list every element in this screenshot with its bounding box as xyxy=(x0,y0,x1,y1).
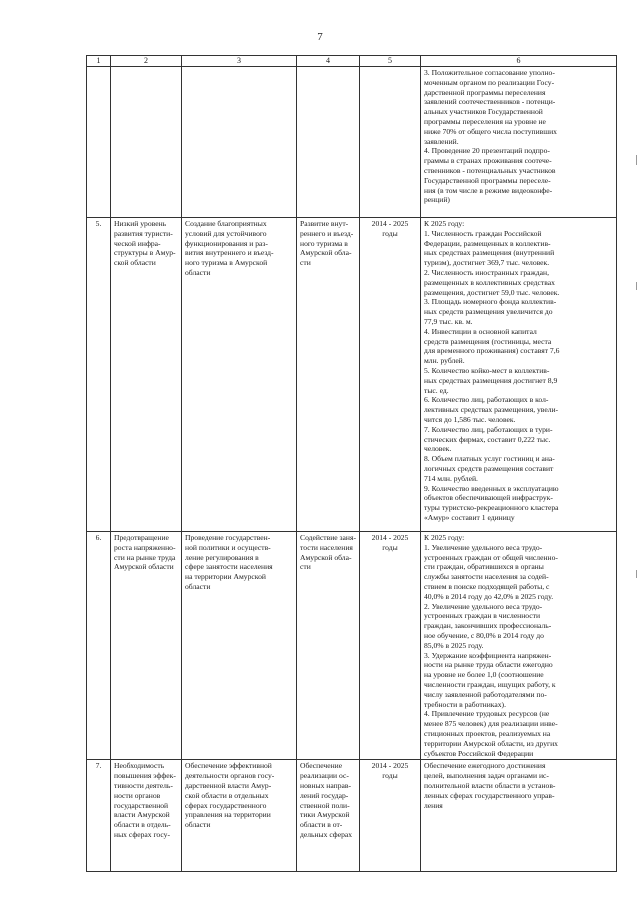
text-line: заявлений. xyxy=(424,136,459,146)
text-line: 1. Численность граждан Российской xyxy=(424,228,542,238)
text-line: тивности деятель- xyxy=(114,780,173,790)
margin-mark xyxy=(636,155,637,165)
text-line: Содействие заня- xyxy=(300,533,357,542)
text-line: тости населения xyxy=(300,542,353,552)
text-line: дельных сферах xyxy=(300,829,353,839)
header-cell: 1 xyxy=(87,56,111,67)
text-line: тыс. ед. xyxy=(424,385,449,395)
text-line: стиционных проектов, реализуемых на xyxy=(424,728,551,738)
text-line: ное обучение, с 80,0% в 2014 году до xyxy=(424,630,544,640)
text-line: 3. Площадь номерного фонда коллектив- xyxy=(424,297,557,307)
text-line: Развитие внут- xyxy=(300,219,349,228)
text-line: управления на территории xyxy=(185,810,271,820)
row-number: 5. xyxy=(87,218,111,532)
text-line: ления xyxy=(424,800,443,810)
text-line: устроенных граждан от общей численно- xyxy=(424,552,558,562)
text-line: К 2025 году: xyxy=(424,533,465,542)
header-cell: 3 xyxy=(182,56,297,67)
text-line: 7. Количество лиц, работающих в тури- xyxy=(424,424,553,434)
text-line: 2014 - 2025 xyxy=(371,533,409,542)
text-line: альных участников Государственной xyxy=(424,107,543,117)
text-line: новных направ- xyxy=(300,780,351,790)
text-line: объектов обеспечивающей инфраструк- xyxy=(424,493,553,503)
row-number: 7. xyxy=(87,760,111,872)
text-line: 3. Удержание коэффициента напряжен- xyxy=(424,650,552,660)
direction-cell xyxy=(297,218,360,532)
text-line: службы занятости населения за содей- xyxy=(424,572,549,582)
text-line: Низкий уровень xyxy=(114,219,167,228)
text-line: сти xyxy=(300,258,311,268)
text-line: ного туризма в Амурской xyxy=(185,258,268,268)
text-line: 77,9 тыс. кв. м. xyxy=(424,316,473,326)
margin-mark xyxy=(636,282,637,290)
results-cell xyxy=(421,218,617,532)
problem-cell xyxy=(111,218,182,532)
text-line: ности на рынке труда области ежегодно xyxy=(424,660,553,670)
text-line: ственников - потенциальных участников xyxy=(424,165,556,175)
text-line: ской области в отдельных xyxy=(185,790,269,800)
text-line: человек. xyxy=(424,444,452,454)
text-line: 5. Количество койко-мест в коллектив- xyxy=(424,365,550,375)
text-line: субъектов Российской Федерации xyxy=(424,748,534,758)
period-cell xyxy=(360,218,421,532)
text-line: ния (в том числе в режиме видеоконфе- xyxy=(424,185,553,195)
results-cell xyxy=(421,532,617,760)
text-line: менее 875 человек) для реализации инве- xyxy=(424,719,558,729)
text-line: средств размещения (гостиницы, места xyxy=(424,336,552,346)
program-table xyxy=(86,55,617,872)
text-line: 4. Привлечение трудовых ресурсов (не xyxy=(424,709,550,719)
table-row xyxy=(87,760,617,872)
text-line: 4. Инвестиции в основной капитал xyxy=(424,326,537,336)
text-line: годы xyxy=(382,228,398,238)
text-line: для временного проживания) составят 7,6 xyxy=(424,346,560,356)
text-line: туры туристско-рекреационного кластера xyxy=(424,503,559,513)
text-line: реализации ос- xyxy=(300,771,349,781)
text-line: 3. Положительное согласование уполно- xyxy=(424,68,555,77)
text-line: размещения, достигнет 59,0 тыс. человек. xyxy=(424,287,560,297)
text-line: реннего и въезд- xyxy=(300,228,354,238)
text-line: Государственной программы переселе- xyxy=(424,175,551,185)
text-line: размещенных в коллективных средствах xyxy=(424,277,555,287)
text-line: 85,0% в 2025 году. xyxy=(424,640,484,650)
text-line: территории Амурской области, из других xyxy=(424,738,558,748)
text-line: структуры в Амур- xyxy=(114,248,176,258)
text-line: 2. Численность иностранных граждан, xyxy=(424,267,550,277)
text-line: вития внутреннего и въезд- xyxy=(185,248,274,258)
text-line: Обеспечение ежегодного достижения xyxy=(424,761,546,771)
header-cell: 6 xyxy=(421,56,617,67)
text-line: ных средств размещения увеличится до xyxy=(424,307,553,317)
text-line: 8. Объем платных услуг гостиниц и ана- xyxy=(424,454,555,464)
text-line: граммы в странах проживания соотече- xyxy=(424,156,552,166)
text-line: лений государ- xyxy=(300,790,349,800)
text-line: условий для устойчивого xyxy=(185,228,267,238)
text-line: Необходимость xyxy=(114,761,165,771)
text-line: ческой инфра- xyxy=(114,238,161,248)
text-line: дарственной программы переселения xyxy=(424,87,546,97)
text-line: полнительной власти области в установ- xyxy=(424,780,556,790)
text-line: 4. Проведение 20 презентаций подпро- xyxy=(424,146,550,156)
text-line: Создание благоприятных xyxy=(185,219,267,228)
text-line: сти граждан, обратившихся в органы xyxy=(424,562,544,572)
text-line: 714 млн. рублей. xyxy=(424,473,478,483)
text-line: программы переселения на уровне не xyxy=(424,116,546,126)
text-line: млн. рублей. xyxy=(424,356,465,366)
text-line: развития туристи- xyxy=(114,228,173,238)
text-line: числу заявленной работодателями по- xyxy=(424,689,547,699)
direction-cell xyxy=(297,760,360,872)
text-line: ных средствах размещения достигнет 8,9 xyxy=(424,375,558,385)
text-line: ных сферах госу- xyxy=(114,829,170,839)
text-line: Амурской обла- xyxy=(300,248,352,258)
text-line: Обеспечение xyxy=(300,761,343,771)
text-line: области в от- xyxy=(300,820,343,830)
text-line: тики Амурской xyxy=(300,810,350,820)
text-line: сфере занятости населения xyxy=(185,562,273,572)
text-line: граждан, закончивших профессиональ- xyxy=(424,621,552,631)
problem-cell xyxy=(111,760,182,872)
header-cell: 4 xyxy=(297,56,360,67)
text-line: ление регулирования в xyxy=(185,552,259,562)
text-line: годы xyxy=(382,771,398,781)
task-cell xyxy=(182,760,297,872)
text-line: «Амур» составит 1 единицу xyxy=(424,512,515,522)
period-cell xyxy=(360,67,421,218)
header-cell: 5 xyxy=(360,56,421,67)
text-line: 2014 - 2025 xyxy=(371,761,409,771)
text-line: туризм), достигнет 369,7 тыс. человек. xyxy=(424,258,550,268)
text-line: ствием в поиске подходящей работы, с xyxy=(424,581,550,591)
text-line: на территории Амурской xyxy=(185,572,266,582)
task-cell xyxy=(182,218,297,532)
text-line: деятельности органов госу- xyxy=(185,771,275,781)
text-line: Амурской обла- xyxy=(300,552,352,562)
text-line: области xyxy=(185,267,211,277)
text-line: логичных средств размещения составит xyxy=(424,463,554,473)
text-line: К 2025 году: xyxy=(424,219,465,228)
period-cell xyxy=(360,760,421,872)
problem-cell xyxy=(111,532,182,760)
text-line: области xyxy=(185,820,211,830)
text-line: дарственной власти Амур- xyxy=(185,780,272,790)
text-line: моченным органом по реализации Госу- xyxy=(424,77,555,87)
text-line: области xyxy=(185,581,211,591)
text-line: Федерации, размещенных в коллектив- xyxy=(424,238,551,248)
text-line: заявлений соотечественников - потенци- xyxy=(424,97,556,107)
text-line: требности в работниках). xyxy=(424,699,506,709)
text-line: функционирования и раз- xyxy=(185,238,268,248)
text-line: целей, выполнения задач органами ис- xyxy=(424,771,549,781)
text-line: чится до 1,586 тыс. человек. xyxy=(424,414,516,424)
text-line: сти на рынке труда xyxy=(114,552,176,562)
table-header-row xyxy=(87,56,617,67)
text-line: 2014 - 2025 xyxy=(371,219,409,228)
text-line: устроенных граждан в численности xyxy=(424,611,541,621)
text-line: ниже 70% от общего числа поступивших xyxy=(424,126,557,136)
text-line: 2. Увеличение удельного веса трудо- xyxy=(424,601,543,611)
text-line: численности граждан, ищущих работу, к xyxy=(424,679,556,689)
text-line: ной политики и осуществ- xyxy=(185,542,271,552)
text-line: 1. Увеличение удельного веса трудо- xyxy=(424,542,543,552)
text-line: 6. Количество лиц, работающих в кол- xyxy=(424,395,549,405)
table-row xyxy=(87,67,617,218)
text-line: ской области xyxy=(114,258,156,268)
text-line: ренций) xyxy=(424,195,450,205)
text-line: власти Амурской xyxy=(114,810,170,820)
text-line: Проведение государствен- xyxy=(185,533,271,542)
text-line: ности органов xyxy=(114,790,161,800)
text-line: ленных сферах государственного управ- xyxy=(424,790,555,800)
text-line: 40,0% в 2014 году до 42,0% в 2025 году. xyxy=(424,591,554,601)
header-cell: 2 xyxy=(111,56,182,67)
results-cell xyxy=(421,67,617,218)
text-line: сферах государственного xyxy=(185,800,267,810)
period-cell xyxy=(360,532,421,760)
text-line: повышения эффек- xyxy=(114,771,176,781)
text-line: 9. Количество введенных в эксплуатацию xyxy=(424,483,559,493)
problem-cell xyxy=(111,67,182,218)
task-cell xyxy=(182,67,297,218)
row-number: 6. xyxy=(87,532,111,760)
page-number: 7 xyxy=(317,31,323,43)
text-line: Амурской области xyxy=(114,562,174,572)
text-line: стических фирмах, составит 0,222 тыс. xyxy=(424,434,551,444)
text-line: ного туризма в xyxy=(300,238,348,248)
text-line: лективных средствах размещения, увели- xyxy=(424,405,559,415)
text-line: государственной xyxy=(114,800,169,810)
text-line: роста напряженно- xyxy=(114,542,176,552)
table-row xyxy=(87,532,617,760)
text-line: ственной поли- xyxy=(300,800,350,810)
row-number xyxy=(87,67,111,218)
text-line: ных средствах размещения (внутренний xyxy=(424,248,555,258)
results-cell xyxy=(421,760,617,872)
direction-cell xyxy=(297,67,360,218)
text-line: области в отдель- xyxy=(114,820,171,830)
text-line: годы xyxy=(382,542,398,552)
table-row xyxy=(87,218,617,532)
text-line: сти xyxy=(300,562,311,572)
task-cell xyxy=(182,532,297,760)
text-line: на уровне не более 1,0 (соотношение xyxy=(424,670,544,680)
margin-mark xyxy=(636,570,637,578)
text-line: Обеспечение эффективной xyxy=(185,761,272,771)
text-line: Предотвращение xyxy=(114,533,169,542)
direction-cell xyxy=(297,532,360,760)
